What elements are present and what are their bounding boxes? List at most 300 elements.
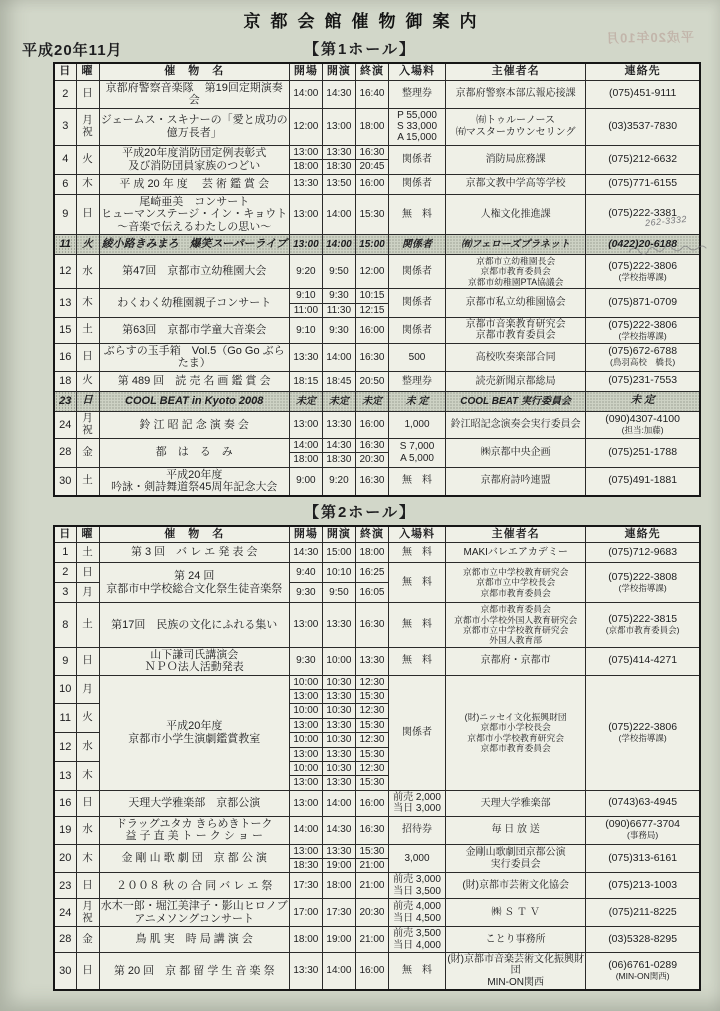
cell-line: 第17回 民族の文化にふれる集い	[111, 618, 278, 631]
cell-line: 平成20年度	[166, 468, 223, 481]
cell-time	[322, 371, 355, 391]
cell-tel	[586, 790, 700, 816]
cell-line: (075)211-8225	[608, 905, 677, 918]
schedule-row	[54, 235, 700, 255]
cell-fee	[388, 174, 445, 194]
cell-line: ㈲トゥルーノース	[476, 115, 556, 127]
cell-fee	[388, 235, 445, 255]
cell-line: 13:30	[293, 351, 319, 363]
cell-line: 16:00	[359, 797, 385, 809]
cell-line: 金	[82, 445, 93, 458]
cell-line: 水	[82, 823, 93, 836]
cell-day	[54, 371, 76, 391]
cell-time	[289, 927, 322, 953]
cell-line: 日	[82, 964, 93, 977]
cell-line: ドラッグユタカ きらめきトーク	[115, 817, 273, 830]
cell-line: 13:00	[290, 747, 322, 761]
cell-wd	[76, 953, 99, 991]
date-label: 平成20年11月	[22, 42, 123, 59]
cell-time	[355, 873, 388, 899]
cell-line: 火	[82, 374, 93, 387]
page-title: 京都会館催物御案内	[243, 12, 487, 31]
cell-time	[322, 762, 355, 791]
cell-name	[99, 543, 289, 563]
cell-line: 11	[59, 712, 71, 725]
cell-line: 京都府詩吟連盟	[480, 475, 551, 487]
cell-time	[322, 563, 355, 583]
cell-line: 前売 3,500	[393, 928, 441, 940]
cell-line: 13:30	[323, 775, 355, 789]
cell-time	[322, 174, 355, 194]
cell-line: 鳥 肌 実 時 局 講 演 会	[135, 933, 253, 946]
cell-line: 京都市立幼稚園長会	[476, 256, 556, 267]
cell-line: 京都市教育委員会	[480, 266, 551, 277]
cell-line: 京都府警察本部広報応接課	[455, 88, 576, 100]
cell-org	[446, 790, 586, 816]
cell-time	[289, 899, 322, 927]
cell-time	[289, 563, 322, 583]
cell-name	[99, 318, 289, 344]
cell-line: 実行委員会	[490, 858, 541, 870]
cell-tel	[586, 391, 700, 411]
cell-wd	[76, 563, 99, 583]
cell-tel	[586, 289, 700, 318]
cell-fee	[388, 289, 445, 318]
cell-day	[54, 899, 76, 927]
cell-line: 日	[82, 350, 93, 363]
cell-line: 整理券	[402, 88, 433, 100]
cell-time	[355, 762, 388, 791]
cell-tel	[586, 873, 700, 899]
cell-line: (075)222-3815	[608, 613, 678, 626]
cell-line: 京都市立中学校教育研究会	[462, 624, 569, 635]
cell-name	[99, 145, 289, 174]
cell-line: 9:20	[329, 475, 349, 487]
cell-line: 関係者	[402, 727, 433, 739]
schedule-row	[54, 790, 700, 816]
cell-line: 関係者	[402, 238, 433, 250]
cell-line: (MIN-ON関西)	[615, 971, 670, 982]
cell-time	[322, 194, 355, 235]
cell-tel	[586, 467, 700, 496]
cell-line: 13:30	[323, 689, 355, 703]
cell-line: 月	[82, 585, 93, 598]
column-header: 入場料	[388, 526, 445, 543]
cell-line: 18:00	[359, 546, 385, 558]
cell-line: 外国人教育部	[489, 635, 543, 646]
cell-day	[54, 762, 76, 791]
cell-line: 鈴江昭記念演奏会実行委員会	[450, 419, 581, 431]
cell-fee	[388, 80, 445, 108]
cell-line: 前売 2,000	[393, 791, 441, 803]
cell-time	[355, 563, 388, 583]
cell-line: 京都府・京都市	[480, 655, 551, 667]
cell-day	[54, 411, 76, 438]
cell-line: 第47回 京都市立幼稚園大会	[122, 265, 267, 278]
cell-line: 13:30	[326, 419, 352, 431]
cell-line: 日	[82, 207, 93, 220]
cell-time	[322, 411, 355, 438]
cell-line: 30	[59, 474, 72, 487]
cell-line: 9:50	[329, 586, 349, 598]
cell-day	[54, 108, 76, 145]
cell-line: 9:10	[296, 324, 316, 336]
cell-line: わくわく幼稚園親子コンサート	[117, 296, 272, 309]
cell-line: (03)3537-7830	[608, 119, 678, 132]
schedule-row	[54, 391, 700, 411]
cell-name	[99, 816, 289, 844]
cell-time	[322, 647, 355, 675]
cell-line: 19:00	[323, 858, 355, 872]
cell-line: (0422)20-6188	[608, 237, 678, 250]
cell-time	[355, 289, 388, 318]
cell-wd	[76, 467, 99, 496]
cell-line: (090)4307-4100	[605, 412, 680, 425]
cell-line: 京都市音楽教育研究会	[465, 319, 566, 331]
column-header: 開場	[289, 526, 322, 543]
handwritten-note: 262-3332	[644, 213, 688, 229]
cell-line: 祝	[82, 911, 93, 924]
cell-line: 9:30	[329, 290, 349, 302]
cell-line: 10:30	[326, 676, 352, 688]
cell-line: 9:10	[296, 290, 316, 302]
cell-line: 12:30	[359, 734, 385, 746]
cell-line: 9	[62, 208, 69, 221]
cell-line: A 15,000	[397, 132, 437, 144]
cell-line: 19	[59, 823, 72, 836]
cell-line: 京都市教育委員会	[480, 604, 551, 615]
cell-fee	[388, 343, 445, 371]
cell-fee	[388, 790, 445, 816]
cell-line: (075)222-3381	[608, 207, 678, 220]
cell-name	[99, 174, 289, 194]
cell-line: 15:30	[359, 845, 385, 857]
cell-line: 木	[82, 851, 93, 864]
cell-org	[446, 108, 586, 145]
cell-line: 10:00	[293, 705, 319, 717]
cell-wd	[76, 255, 99, 289]
cell-org	[446, 343, 586, 371]
cell-line: (090)6677-3704	[605, 818, 680, 831]
cell-line: 8	[62, 618, 69, 631]
cell-line: 招待券	[402, 824, 433, 836]
cell-org	[446, 927, 586, 953]
cell-line: 月	[82, 682, 93, 695]
cell-time	[289, 318, 322, 344]
cell-line: 京都文教中学高等学校	[465, 178, 566, 190]
cell-line: 23	[59, 395, 72, 408]
cell-line: (075)251-1788	[608, 445, 678, 458]
cell-line: 未 定	[405, 395, 429, 407]
cell-line: 関係者	[402, 153, 433, 165]
cell-day	[54, 318, 76, 344]
cell-line: 無 料	[402, 546, 433, 558]
column-header: 主催者名	[446, 526, 586, 543]
cell-line: 火	[82, 237, 93, 250]
cell-fee	[388, 873, 445, 899]
cell-time	[355, 675, 388, 704]
cell-line: 無 料	[402, 208, 433, 220]
cell-name	[99, 343, 289, 371]
cell-line: 18:00	[290, 159, 322, 173]
cell-time	[289, 145, 322, 174]
cell-line: 火	[82, 711, 93, 724]
cell-line: 水木一郎・堀江美津子・影山ヒロノブ	[100, 900, 288, 913]
cell-fee	[388, 255, 445, 289]
cell-tel	[586, 816, 700, 844]
cell-tel	[586, 647, 700, 675]
cell-line: (0743)63-4945	[608, 796, 678, 809]
cell-fee	[388, 411, 445, 438]
cell-name	[99, 108, 289, 145]
cell-line: 17:00	[293, 907, 319, 919]
cell-line: 日	[82, 878, 93, 891]
cell-time	[289, 733, 322, 762]
cell-line: 15:00	[359, 238, 385, 250]
cell-wd	[76, 174, 99, 194]
cell-line: 13:00	[293, 619, 319, 631]
cell-wd	[76, 844, 99, 873]
cell-time	[355, 603, 388, 648]
cell-line: 鈴 江 昭 記 念 演 奏 会	[139, 418, 249, 431]
cell-line: 関係者	[402, 324, 433, 336]
cell-line: 28	[59, 933, 72, 946]
hall1-schedule-table	[53, 62, 701, 497]
cell-day	[54, 953, 76, 991]
cell-line: 13:00	[293, 208, 319, 220]
column-header: 日	[54, 526, 76, 543]
cell-line: 日	[82, 565, 93, 578]
cell-line: 無 料	[402, 655, 433, 667]
cell-line: (075)222-3806	[608, 720, 678, 733]
cell-fee	[388, 467, 445, 496]
cell-line: ㈲フェローズプラネット	[461, 238, 571, 250]
cell-line: (075)451-9111	[608, 87, 677, 100]
cell-line: 金剛山歌劇団京都公演	[465, 847, 566, 859]
cell-tel	[586, 438, 700, 467]
cell-time	[355, 194, 388, 235]
schedule-row	[54, 844, 700, 873]
cell-tel	[586, 145, 700, 174]
cell-day	[54, 289, 76, 318]
cell-time	[355, 647, 388, 675]
cell-line: 13:00	[290, 718, 322, 732]
cell-line: S 33,000	[397, 120, 438, 132]
cell-line: 無 料	[402, 965, 433, 977]
header-row	[54, 63, 700, 80]
cell-fee	[388, 647, 445, 675]
cell-line: 未定	[361, 395, 382, 407]
cell-line: 16:05	[359, 586, 385, 598]
cell-line: 平成20年度	[166, 720, 223, 733]
cell-time	[289, 816, 322, 844]
cell-line: 10:00	[293, 734, 319, 746]
cell-wd	[76, 108, 99, 145]
column-header: 終演	[355, 526, 388, 543]
cell-line: 18:30	[323, 452, 355, 466]
cell-line: 京都市中学校総合文化祭生徒音楽祭	[106, 582, 283, 595]
cell-time	[289, 844, 322, 873]
cell-line: 15:00	[326, 546, 352, 558]
cell-time	[322, 873, 355, 899]
cell-line: 日	[82, 796, 93, 809]
cell-wd	[76, 603, 99, 648]
cell-time	[322, 927, 355, 953]
cell-line: 16:00	[359, 419, 385, 431]
cell-line: 13	[59, 296, 72, 309]
schedule-row	[54, 411, 700, 438]
cell-time	[355, 391, 388, 411]
cell-line: (財)ニッセイ文化振興財団	[464, 712, 567, 723]
cell-day	[54, 790, 76, 816]
cell-day	[54, 927, 76, 953]
cell-line: 13:00	[290, 689, 322, 703]
cell-line: 土	[82, 617, 93, 630]
cell-time	[355, 790, 388, 816]
cell-line: 月	[82, 411, 93, 424]
cell-line: 3	[62, 586, 69, 599]
cell-time	[322, 844, 355, 873]
cell-wd	[76, 583, 99, 603]
cell-line: 9:00	[296, 475, 316, 487]
cell-line: 21:00	[356, 858, 388, 872]
schedule-row	[54, 343, 700, 371]
cell-line: 2	[62, 87, 69, 100]
cell-time	[289, 953, 322, 991]
cell-time	[355, 108, 388, 145]
schedule-row	[54, 438, 700, 467]
cell-time	[355, 816, 388, 844]
cell-tel	[586, 543, 700, 563]
cell-line: 9:30	[329, 324, 349, 336]
cell-time	[289, 647, 322, 675]
cell-line: 15:30	[356, 689, 388, 703]
cell-line: 水	[82, 264, 93, 277]
cell-time	[355, 733, 388, 762]
cell-line: 京都市教育委員会	[480, 743, 551, 754]
cell-day	[54, 873, 76, 899]
cell-line: 14:00	[326, 238, 352, 250]
cell-line: 天理大学雅楽部 京都公演	[128, 796, 261, 809]
cell-line: 13:30	[293, 178, 319, 190]
cell-line: 14:30	[326, 824, 352, 836]
cell-fee	[388, 603, 445, 648]
cell-line: (学校指導課)	[618, 330, 667, 341]
cell-fee	[388, 899, 445, 927]
cell-line: ことり事務所	[485, 933, 546, 945]
cell-line: 第 20 回 京 都 留 学 生 音 楽 祭	[113, 964, 275, 977]
cell-line: 11	[59, 238, 71, 251]
cell-time	[355, 318, 388, 344]
cell-line: 京都市教育委員会	[480, 587, 551, 598]
schedule-row	[54, 289, 700, 318]
cell-line: 当日 3,000	[393, 803, 441, 815]
cell-line: 3,000	[404, 852, 430, 864]
cell-time	[289, 391, 322, 411]
column-header: 曜	[76, 63, 99, 80]
cell-name	[99, 675, 289, 790]
cell-tel	[586, 371, 700, 391]
cell-line: 10:10	[326, 566, 352, 578]
cell-line: 16:00	[359, 965, 385, 977]
cell-name	[99, 438, 289, 467]
cell-line: 12	[59, 740, 72, 753]
hall2-schedule-table	[53, 525, 701, 992]
cell-day	[54, 174, 76, 194]
cell-line: 13:00	[326, 120, 352, 132]
cell-line: 14:30	[293, 546, 319, 558]
column-header: 日	[54, 63, 76, 80]
cell-time	[355, 255, 388, 289]
cell-org	[446, 80, 586, 108]
cell-line: (財)京都市音楽芸術文化振興財団	[447, 954, 584, 977]
cell-wd	[76, 647, 99, 675]
cell-org	[446, 873, 586, 899]
cell-line: 11:30	[323, 303, 355, 317]
cell-tel	[586, 953, 700, 991]
cell-line: 祝	[82, 423, 93, 436]
cell-line: 12:30	[359, 763, 385, 775]
cell-name	[99, 927, 289, 953]
cell-wd	[76, 194, 99, 235]
cell-line: 18	[59, 375, 72, 388]
column-header: 催 物 名	[99, 526, 289, 543]
cell-line: ㈲マスターカウンセリング	[455, 126, 576, 138]
cell-day	[54, 194, 76, 235]
cell-line: 前売 4,000	[393, 901, 441, 913]
cell-line: 16:25	[359, 566, 385, 578]
cell-wd	[76, 873, 99, 899]
cell-line: 12:30	[359, 676, 385, 688]
cell-fee	[388, 844, 445, 873]
cell-name	[99, 603, 289, 648]
cell-line: (075)231-7553	[608, 374, 678, 387]
schedule-row	[54, 603, 700, 648]
cell-line: 10:00	[293, 763, 319, 775]
cell-line: 綾小路きみまろ 爆笑スーパーライブ	[101, 238, 287, 251]
cell-org	[446, 438, 586, 467]
column-header: 曜	[76, 526, 99, 543]
cell-line: 18:00	[293, 933, 319, 945]
cell-wd	[76, 438, 99, 467]
cell-time	[355, 174, 388, 194]
cell-line: 16:30	[359, 439, 385, 451]
cell-line: 無 料	[402, 576, 433, 588]
cell-org	[446, 675, 586, 790]
cell-line: 京都市私立幼稚園協会	[465, 297, 566, 309]
cell-line: 京都府警察音楽隊 第19回定期演奏会	[105, 81, 283, 107]
cell-line: 前売 3,000	[393, 874, 441, 886]
cell-line: 13:00	[290, 775, 322, 789]
cell-day	[54, 80, 76, 108]
cell-line: 祝	[82, 125, 93, 138]
cell-line: 13:30	[359, 655, 385, 667]
cell-time	[289, 704, 322, 733]
cell-line: 山下謙司氏講演会	[150, 648, 239, 661]
cell-line: (075)414-4271	[608, 654, 678, 667]
cell-line: (鳥羽高校 橋長)	[610, 357, 676, 368]
cell-org	[446, 467, 586, 496]
cell-line: 13:00	[293, 419, 319, 431]
cell-org	[446, 174, 586, 194]
cell-wd	[76, 675, 99, 704]
cell-line: 14:00	[326, 351, 352, 363]
cell-time	[289, 543, 322, 563]
cell-time	[355, 583, 388, 603]
cell-name	[99, 411, 289, 438]
cell-line: 16:00	[359, 178, 385, 190]
cell-org	[446, 391, 586, 411]
